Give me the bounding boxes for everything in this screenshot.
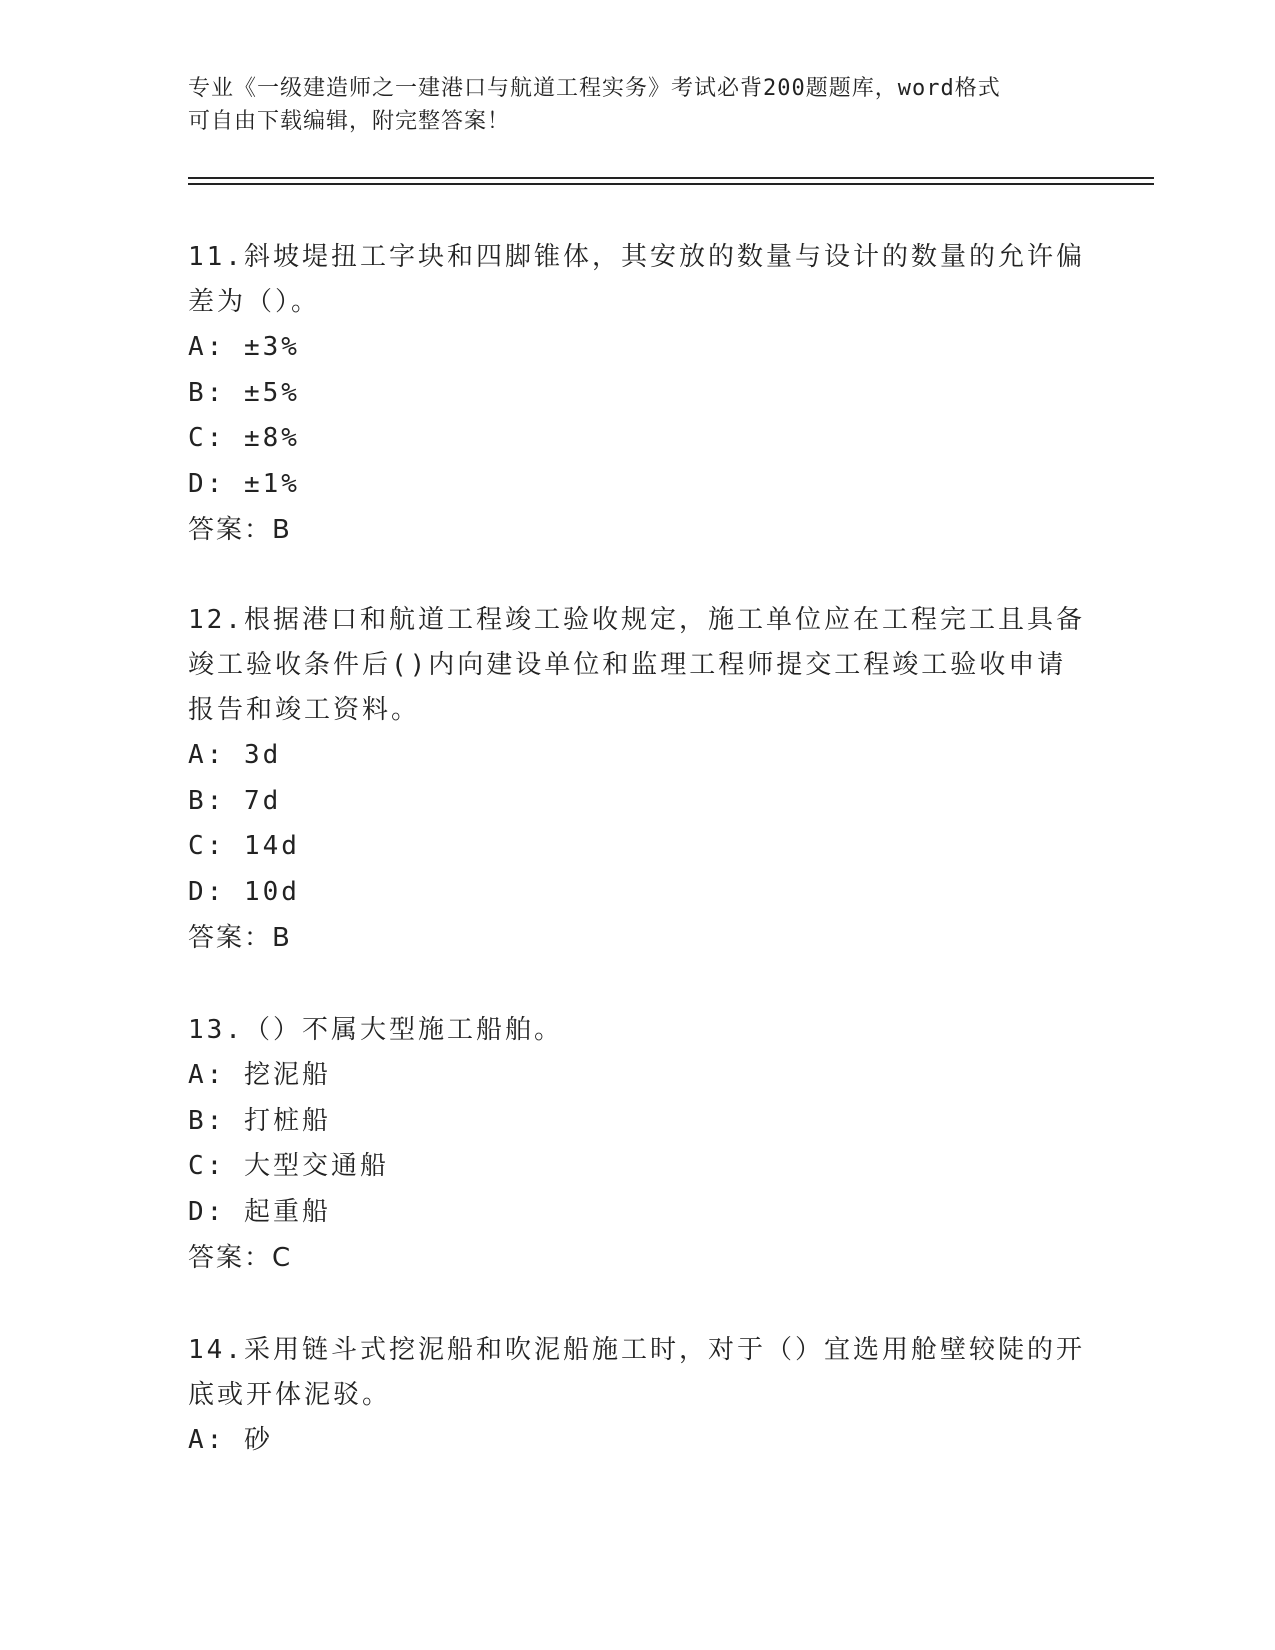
document-header bbox=[188, 72, 1068, 138]
header-rule-bottom bbox=[188, 183, 1154, 185]
answer-label: 答案：B bbox=[188, 923, 292, 953]
question-stem: 14.采用链斗式挖泥船和吹泥船施工时，对于（）宜选用舱壁较陡的开底或开体泥驳。 bbox=[188, 1335, 1085, 1410]
answer-label: 答案：B bbox=[188, 515, 292, 545]
option-b: B: ±5% bbox=[188, 377, 300, 408]
question-14 bbox=[188, 1328, 1088, 1464]
option-c: C: ±8% bbox=[188, 423, 300, 453]
option-a: A: 3d bbox=[188, 740, 282, 770]
option-a: A: ±3% bbox=[188, 332, 300, 362]
option-c: C: 14d bbox=[188, 831, 300, 861]
question-stem: 13.（）不属大型施工船舶。 bbox=[188, 1015, 563, 1045]
option-a: A: 砂 bbox=[188, 1425, 273, 1455]
option-c: C: 大型交通船 bbox=[188, 1151, 389, 1181]
option-b: B: 7d bbox=[188, 785, 282, 816]
option-d: D: 10d bbox=[188, 876, 300, 907]
header-rule-top bbox=[188, 177, 1154, 179]
question-stem: 11.斜坡堤扭工字块和四脚锥体，其安放的数量与设计的数量的允许偏差为（）。 bbox=[188, 242, 1085, 317]
question-stem: 12.根据港口和航道工程竣工验收规定，施工单位应在工程完工且具备竣工验收条件后()内向建设单位和监理工程师提交工程竣工验收申请报告和竣工资料。 bbox=[188, 605, 1085, 725]
question-12 bbox=[188, 598, 1088, 961]
option-d: D: 起重船 bbox=[188, 1196, 331, 1227]
option-b: B: 打桩船 bbox=[188, 1105, 331, 1136]
option-d: D: ±1% bbox=[188, 468, 300, 499]
question-11 bbox=[188, 235, 1088, 553]
option-a: A: 挖泥船 bbox=[188, 1060, 331, 1090]
header-line-2: 可自由下载编辑，附完整答案！ bbox=[188, 109, 511, 134]
question-13 bbox=[188, 1008, 1088, 1281]
answer-label: 答案：C bbox=[188, 1243, 293, 1273]
header-line-1: 专业《一级建造师之一建港口与航道工程实务》考试必背200题题库，word格式 bbox=[188, 76, 1001, 101]
